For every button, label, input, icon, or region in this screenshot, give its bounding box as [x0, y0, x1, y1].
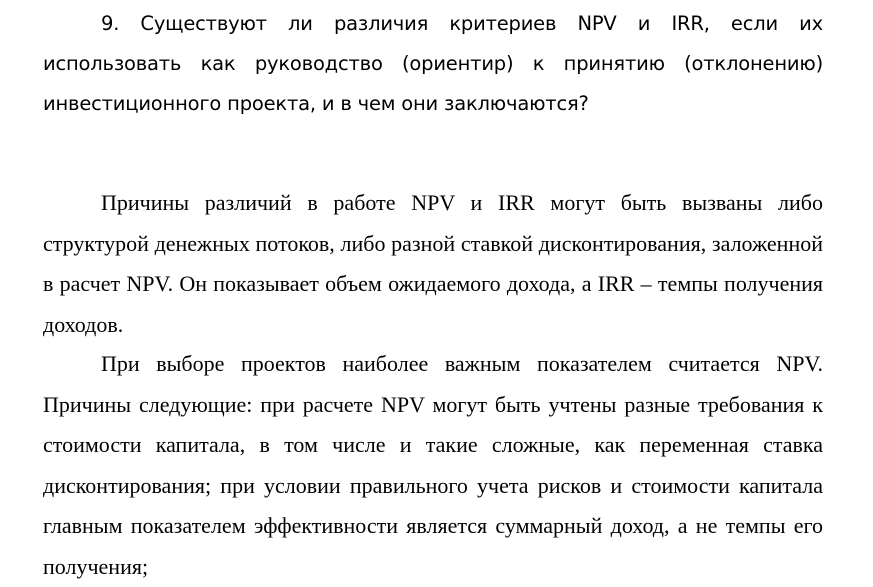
- question-heading: 9. Существуют ли различия критериев NPV и IRR, если их использовать как руководство (ориентир) к принятию (отклонению) инвестиционного проекта, и в чем они заключаются?: [43, 12, 823, 115]
- answer-paragraph-1: Причины различий в работе NPV и IRR могут быть вызваны либо структурой денежных потоков, либо разной ставкой дисконтирования, заложенной в расчет NPV. Он показывает объем ожидаемого дохода, а IRR – темпы получения доходов.: [43, 190, 823, 337]
- answer-paragraph-2: При выборе проектов наиболее важным показателем считается NPV. Причины следующие: при расчете NPV могут быть учтены разные требования к стоимости капитала, в том числе и такие сложные, как переменная ставка дисконтирования; при условии правильного учета рисков и стоимости капитала главным показателем эффективности является суммарный доход, а не темпы его получения;: [43, 351, 823, 579]
